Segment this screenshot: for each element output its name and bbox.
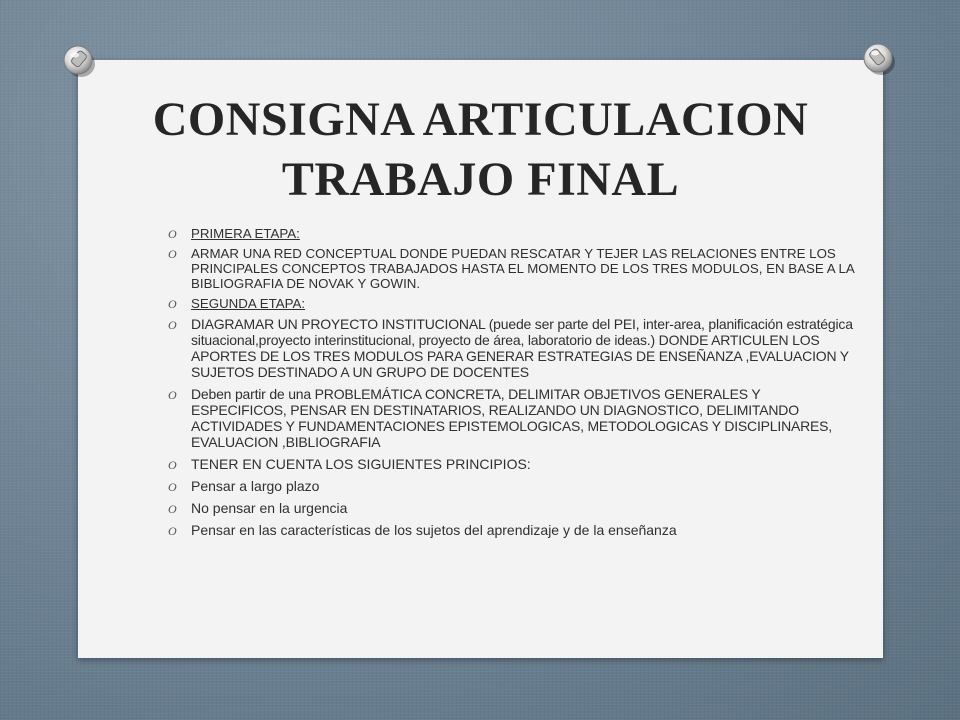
bullet-icon: O <box>168 297 177 311</box>
bullet-icon: O <box>168 247 177 261</box>
bullet-icon: O <box>168 524 177 538</box>
item-text: DIAGRAMAR UN PROYECTO INSTITUCIONAL (puede ser parte del PEI, inter-area, planificación estratégica situacional,proyecto interinstitucional, proyecto de área, laboratorio de ideas.) DONDE ARTICULEN LOS APORTES DE LOS TRES MODULOS PARA GENERAR ESTRATEGIAS DE ENSEÑANZA ,EVALUACION Y SUJETOS DESTINADO A UN GRUPO DE DOCENTES <box>191 316 853 380</box>
slide-card <box>78 60 883 658</box>
item-text: Pensar en las características de los sujetos del aprendizaje y de la enseñanza <box>191 522 677 538</box>
bullet-list <box>166 226 856 544</box>
list-item <box>166 316 856 380</box>
section-heading-primera-etapa: PRIMERA ETAPA: <box>191 226 300 241</box>
list-item <box>166 478 856 494</box>
bullet-icon: O <box>168 502 177 516</box>
item-text: ARMAR UNA RED CONCEPTUAL DONDE PUEDAN RESCATAR Y TEJER LAS RELACIONES ENTRE LOS PRINCIPALES CONCEPTOS TRABAJADOS HASTA EL MOMENTO DE LOS TRES MODULOS, EN BASE A LA BIBLIOGRAFIA DE NOVAK Y GOWIN. <box>191 246 855 291</box>
list-item <box>166 296 856 311</box>
list-item <box>166 500 856 516</box>
bullet-icon: O <box>168 318 177 332</box>
title-line-2: TRABAJO FINAL <box>281 153 680 206</box>
pushpin-icon <box>860 40 898 78</box>
bullet-icon: O <box>168 388 177 402</box>
bullet-icon: O <box>168 458 177 472</box>
bullet-icon: O <box>168 227 177 241</box>
list-item <box>166 522 856 538</box>
pushpin-icon <box>60 42 98 80</box>
section-heading-segunda-etapa: SEGUNDA ETAPA: <box>191 296 306 311</box>
item-text: Pensar a largo plazo <box>191 478 320 494</box>
item-text: No pensar en la urgencia <box>191 500 348 516</box>
item-text: Deben partir de una PROBLEMÁTICA CONCRETA, DELIMITAR OBJETIVOS GENERALES Y ESPECIFICOS, PENSAR EN DESTINATARIOS, REALIZANDO UN DIAGNOSTICO, DELIMITANDO ACTIVIDADES Y FUNDAMENTACIONES EPISTEMOLOGICAS, METODOLOGICAS Y DISCIPLINARES, EVALUACION ,BIBLIOGRAFIA <box>191 386 832 450</box>
list-item <box>166 226 856 241</box>
list-item <box>166 456 856 472</box>
item-text: TENER EN CUENTA LOS SIGUIENTES PRINCIPIOS: <box>191 456 531 472</box>
title-line-1: CONSIGNA ARTICULACION <box>152 93 809 146</box>
list-item <box>166 386 856 450</box>
slide-title <box>78 90 883 210</box>
list-item <box>166 246 856 291</box>
bullet-icon: O <box>168 480 177 494</box>
